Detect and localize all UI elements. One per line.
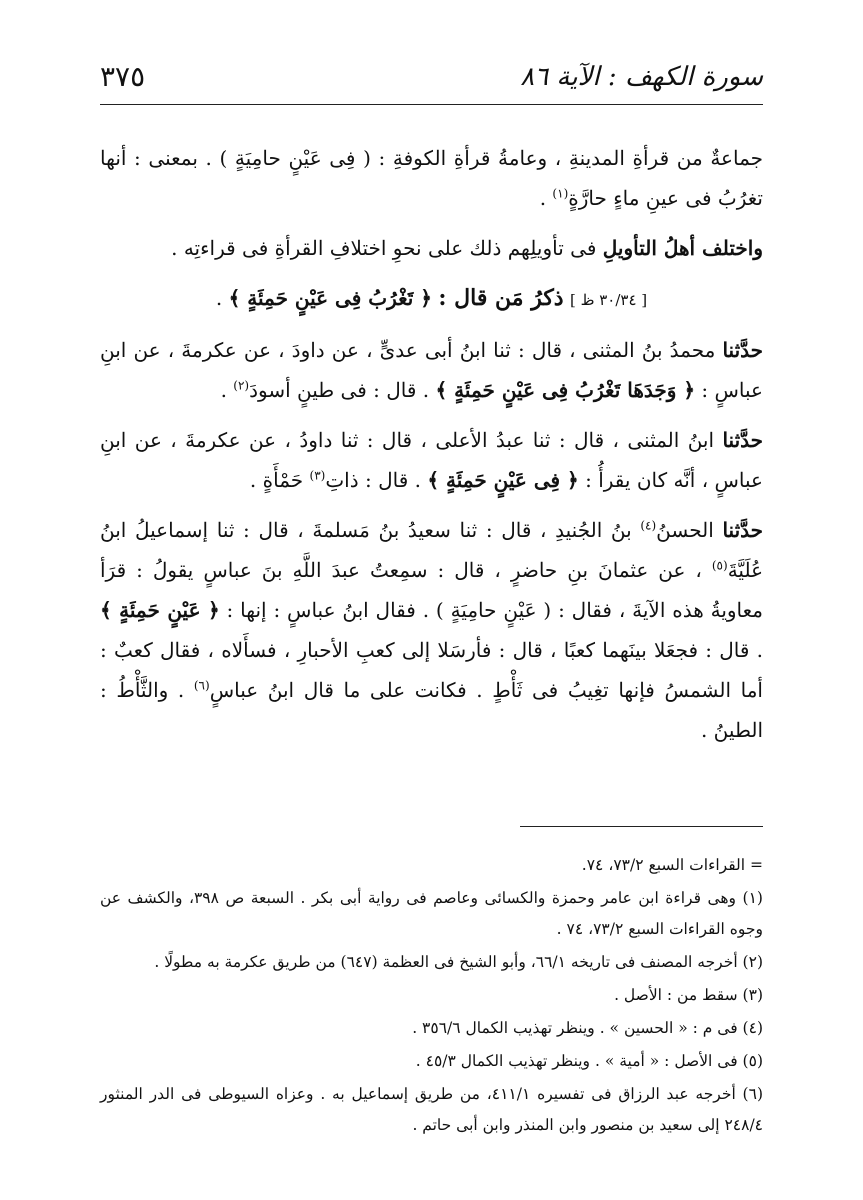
paragraph-text: . — [220, 378, 234, 402]
paragraph-2 — [100, 228, 763, 268]
footnote-continued: = القراءات السبع ٧٣/٢، ٧٤. — [581, 856, 763, 874]
paragraph-text: . والثَّأْطُ : الطينُ . — [100, 678, 763, 742]
footnote-item: (٢) أخرجه المصنف فى تاريخه ٦٦/١، وأبو الشيخ فى العظمة (٦٤٧) من طريق عكرمة به مطولًا . — [154, 953, 763, 971]
paragraph-text: محمدُ بنُ المثنى ، قال : ثنا ابنُ أبى عدىٍّ ، عن داودَ ، عن عكرمةَ ، عن ابنِ عباسٍ : — [100, 338, 763, 402]
surah-title: سورة الكهف : الآية ٨٦ — [520, 62, 763, 92]
footnote-divider — [520, 826, 763, 827]
paragraph-text: . — [539, 186, 553, 210]
paragraph-5 — [100, 510, 763, 750]
header-divider — [100, 104, 763, 105]
running-header — [100, 58, 763, 98]
heading-end: . — [215, 286, 229, 310]
quran-quote: ﴿ وَجَدَهَا تَغْرُبُ فِى عَيْنٍ حَمِئَةٍ ﴾ — [435, 378, 696, 402]
lead-keyword: واختلف أهلُ التأويلِ — [602, 236, 763, 260]
paragraph-text: فى تأويلِهم ذلك على نحوِ اختلافِ القرأةِ فى قراءتِه . — [171, 236, 603, 260]
lead-keyword: حدَّثنا — [722, 428, 763, 452]
footnote-marker: (١) — [552, 186, 569, 201]
quran-quote: ﴿ عَيْنٍ حَمِئَةٍ ﴾ — [100, 598, 220, 622]
quran-quote: ﴿ تَغْرُبُ فِى عَيْنٍ حَمِئَةٍ ﴾ — [228, 286, 432, 310]
heading-label: ذكرُ مَن قال : — [438, 285, 564, 311]
paragraph-text: . قال : فجعَلا بينَهما كعبًا ، قال : فأرسَلا إلى كعبِ الأحبارِ ، فسأَلاه ، فقال كعبٌ : أما الشمسُ فإنها تغِيبُ فى ثَأْطٍ . فكانت على ما قال ابنُ عباسٍ — [100, 638, 763, 702]
lead-keyword: حدَّثنا — [722, 518, 764, 542]
footnote-marker: (٤) — [640, 518, 657, 533]
paragraph-text: ، عن عثمانَ بنِ حاضرٍ ، قال : سمِعتُ عبدَ اللَّهِ بنَ عباسٍ يقولُ : قرَأ معاويةُ هذه الآيةَ ، فقال : ( عَيْنٍ حامِيَةٍ ) . فقال ابنُ عباسٍ : إنها : — [100, 558, 764, 622]
footnote-marker: (٢) — [233, 378, 250, 393]
footnote-item: (٤) فى م : « الحسين » . وينظر تهذيب الكمال ٣٥٦/٦ . — [412, 1019, 763, 1037]
paragraph-text: بنُ الجُنيدِ ، قال : ثنا سعيدُ بنُ مَسلمةَ ، قال : ثنا إسماعيلُ ابنُ عُلَيَّةَ — [100, 518, 763, 582]
section-heading — [100, 278, 763, 320]
manuscript-reference: [ ٣٠/٣٤ ظ ] — [569, 291, 648, 309]
paragraph-3 — [100, 330, 763, 410]
footnote-marker: (٥) — [711, 558, 728, 573]
footnote-item: (٦) أخرجه عبد الرزاق فى تفسيره ٤١١/١، من طريق إسماعيل به . وعزاه السيوطى فى الدر المنثور ٢٤٨/٤ إلى سعيد بن منصور وابن المنذر وابن أبى حاتم . — [100, 1085, 763, 1134]
paragraph-text: الحسنُ — [656, 518, 723, 542]
footnote-item: (٣) سقط من : الأصل . — [614, 986, 763, 1004]
lead-keyword: حدَّثنا — [722, 338, 763, 362]
footnote-item: (١) وهى قراءة ابن عامر وحمزة والكسائى وعاصم فى رواية أبى بكر . السبعة ص ٣٩٨، والكشف عن وجوه القراءات السبع ٧٣/٢، ٧٤ . — [100, 889, 763, 938]
quran-quote: ﴿ فِى عَيْنٍ حَمِئَةٍ ﴾ — [427, 468, 579, 492]
paragraph-text: حَمْأَةٍ . — [249, 468, 310, 492]
main-text — [100, 138, 763, 760]
paragraph-1 — [100, 138, 763, 218]
footnotes — [100, 850, 763, 1143]
footnote-marker: (٦) — [193, 678, 210, 693]
paragraph-text: ابنُ المثنى ، قال : ثنا عبدُ الأعلى ، قال : ثنا داودُ ، عن عكرمةَ ، عن ابنِ عباسٍ ، أنَّه كان يقرأُ : — [100, 428, 763, 492]
paragraph-text: جماعةٌ من قرأةِ المدينةِ ، وعامةُ قرأةِ الكوفةِ : ( فِى عَيْنٍ حامِيَةٍ ) . بمعنى : أنها تغرُبُ فى عينِ ماءٍ حارَّةٍ — [100, 146, 763, 210]
footnote-marker: (٣) — [309, 468, 326, 483]
paragraph-4 — [100, 420, 763, 500]
paragraph-text: . قال : فى طينٍ أسودَ — [249, 378, 436, 402]
page-number: ٣٧٥ — [100, 60, 146, 93]
footnote-item: (٥) فى الأصل : « أمية » . وينظر تهذيب الكمال ٤٥/٣ . — [415, 1052, 763, 1070]
paragraph-text: . قال : ذاتِ — [325, 468, 428, 492]
